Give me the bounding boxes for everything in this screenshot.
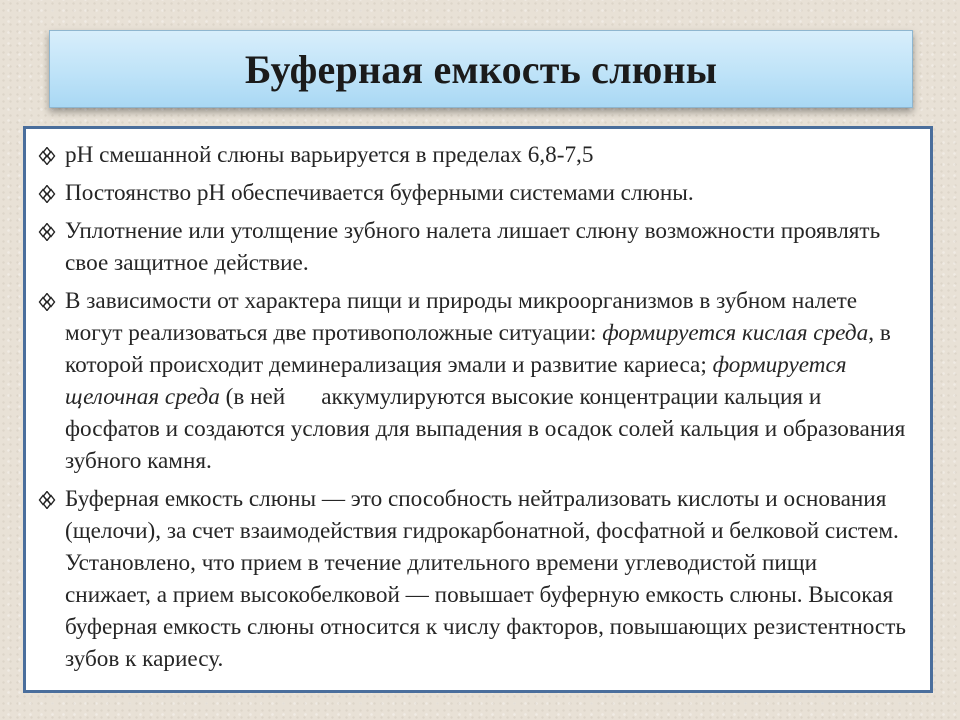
bullet-text-part: , в которой происходит деминерализация эмали и развитие кариеса;: [65, 320, 891, 378]
diamond-bullet-icon: [38, 293, 56, 311]
bullet-text: рН смешанной слюны варьируется в пределах 6,8-7,5: [65, 142, 594, 168]
diamond-bullet-icon: [38, 223, 56, 241]
bullet-item: [38, 483, 906, 675]
diamond-bullet-icon: [38, 147, 56, 165]
bullet-list: [26, 129, 930, 675]
diamond-bullet-icon: [38, 185, 56, 203]
bullet-text-part: В зависимости от характера пищи и природы микроорганизмов в зубном налете могут реализоваться две противоположные ситуации:: [65, 288, 858, 346]
bullet-item: [38, 215, 906, 279]
content-panel: [23, 126, 933, 693]
bullet-text: Буферная емкость слюны — это способность нейтрализовать кислоты и основания (щелочи), за счет взаимодействия гидрокарбонатной, фосфатной и белковой систем. Установлено, что прием в течение длительного времени углеводистой пищи снижает, а прием высокобелковой — повышает буферную емкость слюны. Высокая буферная емкость слюны относится к числу факторов, повышающих резистентность зубов к кариесу.: [65, 486, 906, 672]
bullet-item: [38, 285, 906, 477]
diamond-bullet-icon: [38, 491, 56, 509]
slide-title: Буферная емкость слюны: [244, 46, 718, 92]
bullet-item: [38, 177, 906, 209]
bullet-text-part: аккумулируются высокие концентрации кальция и фосфатов и создаются условия для выпадения в осадок солей кальция и образования зубного камня.: [65, 384, 906, 474]
bullet-text: Уплотнение или утолщение зубного налета лишает слюну возможности проявлять свое защитное действие.: [65, 218, 881, 276]
bullet-text: [65, 288, 905, 474]
bullet-text-part: (в ней: [219, 384, 286, 410]
emphasis-alkaline: формируется щелочная среда: [65, 352, 847, 410]
title-banner: [49, 30, 913, 108]
bullet-text: Постоянство рН обеспечивается буферными системами слюны.: [65, 180, 694, 206]
emphasis-acidic: формируется кислая среда: [602, 320, 869, 346]
bullet-item: [38, 139, 906, 171]
